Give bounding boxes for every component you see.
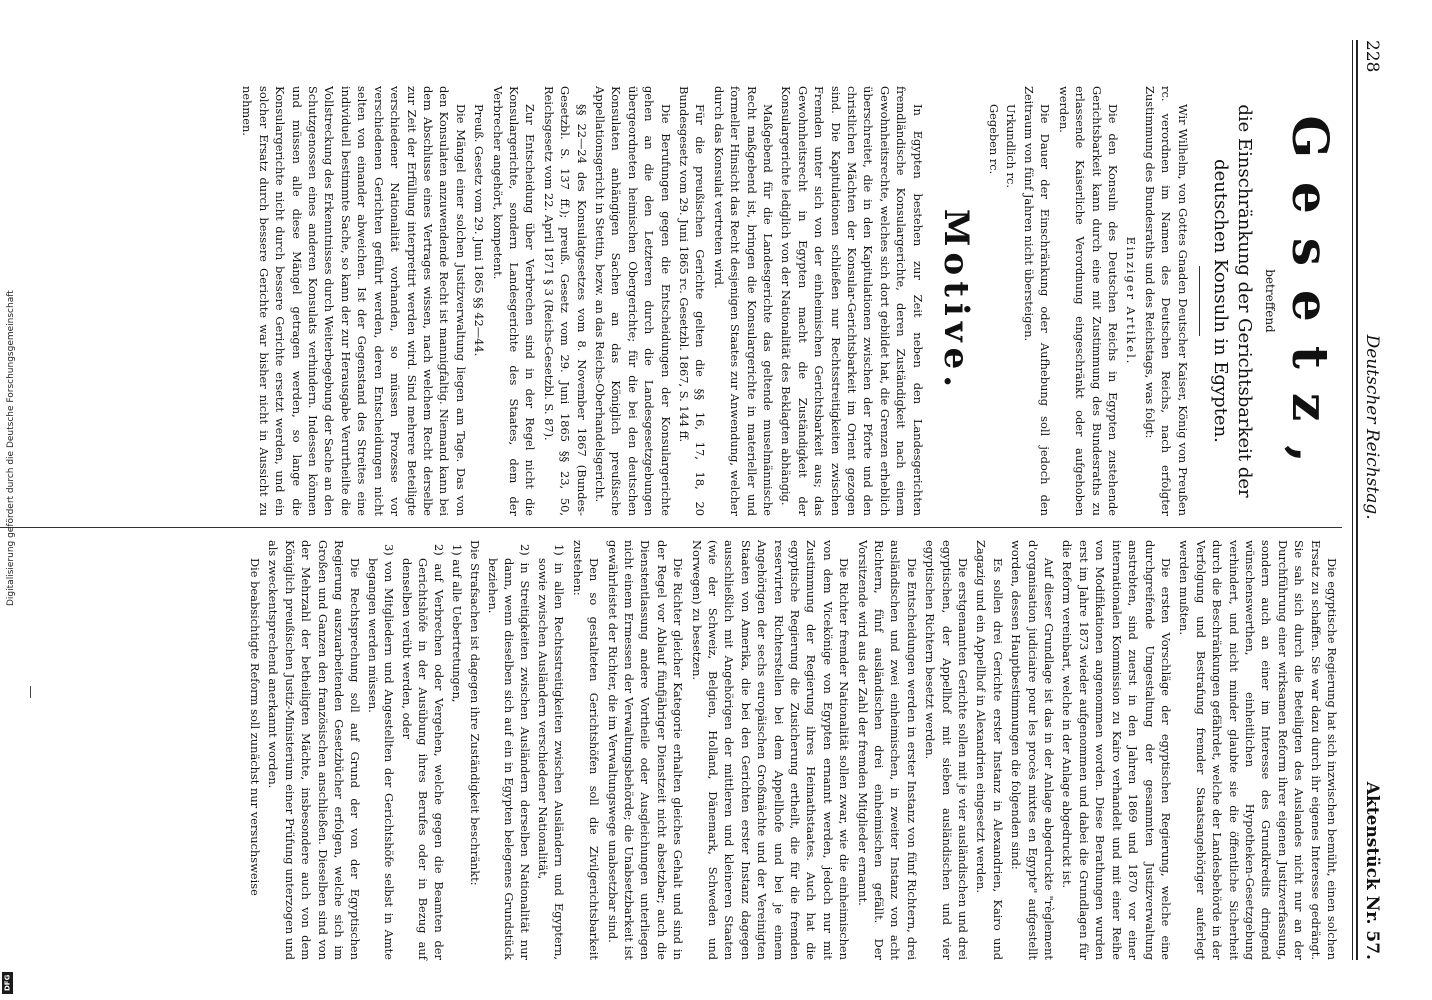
digitization-note: Digitalisierung gefördert durch die Deutsche Forschungsgemeinschaft [6, 290, 16, 606]
page-number: 228 [1362, 40, 1382, 73]
motive-paragraph: Die erstgenannten Gerichte sollen mit je vier ausländischen und drei egyptischen, der Appellhof mit sieben ausländischen und vier egyptischen Richtern besetzt werden. [923, 540, 971, 960]
law-concerning: betreffend [1263, 269, 1277, 333]
criminal-intro: Die Strafsachen ist dagegen ihre Zuständigkeit beschränkt: [468, 540, 483, 886]
motive-paragraph: Den so gestalteten Gerichtshöfen soll die Zivilgerichtsbarkeit zustehen: [570, 540, 602, 960]
motive-paragraph: Die Richter gleicher Kategorie erhalten gleiches Gehalt und sind in der Regel vor Ablauf fünfjähriger Dienstzeit nicht absetzbar; auch die Dienstentlassung andere Vortheile oder Ausgleichungen unterliegen nicht einem Ermessen der Verwaltungsbehörde; die Unabsetzbarkeit ist gewährleistet der Richter, die im Verwaltungswege unabsetzbar sind. [605, 540, 686, 960]
motive-paragraph: Preuß. Gesetz vom 29. Juni 1865 §§ 42—44. [472, 104, 487, 357]
motive-paragraph: Auf dieser Grundlage ist das in der Anlage abgedruckte "règlement d'organisation judiciaire pour les procès mixtes en Egypte" aufgestellt worden, dessen Hauptbestimmungen die folgenden sind: [1009, 540, 1057, 960]
right-column [245, 540, 1340, 960]
header-rule-thin [1352, 40, 1353, 960]
title-rule [1199, 266, 1200, 336]
list-item: 1) in allen Rechtsstreitigkeiten zwischen Ausländern und Egyptern, sowie zwischen Ausländern verschiedener Nationalität, [535, 544, 567, 960]
motive-paragraph: Die ersten Vorschläge der egyptischen Regierung, welche eine durchgreifende Umgestaltung der gesammten Justizverwaltung anstrebten, sind zuerst in den Jahren 1869 und 1870 vor einer internationalen Kommission zu Kairo verhandelt und mit einer Reihe von Modifikationen angenommen worden. Diese Berathungen wurden erst im Jahre 1873 wieder aufgenommen und dabei die Grundlagen für die Reform vereinbart, welche in der Anlage abgedruckt ist. [1060, 540, 1173, 960]
list-item: 2) auf Verbrechen oder Vergehen, welche gegen die Beamten der Gerichtshöfe in der Ausübung ihres Berufes oder in Bezug auf denselben verübt werden, oder [399, 544, 447, 960]
motive-paragraph: Für die preußischen Gerichte gelten die §§ 16, 17, 18, 20 Bundesgesetz vom 29. Juni 1865 rc. Gesetzbl. 1867, S. 144 ff. [677, 86, 708, 516]
motive-paragraph: Zur Entscheidung über Verbrechen sind in der Regel nicht die Konsulargerichte, sondern Landesgerichte des Staates, dem der Verbrecher angehört, kompetent. [490, 86, 538, 516]
list-item: 1) auf alle Uebertretungen, [449, 544, 464, 703]
law-title: Gesetz, [1281, 115, 1340, 487]
dfg-logo: DFG [2, 972, 13, 994]
motive-title: Motive. [935, 208, 976, 394]
motive-paragraph: Die beabsichtigte Reform soll zunächst nur versuchsweise [248, 558, 262, 896]
article-paragraph-2: Die Dauer der Einschränkung oder Aufhebung soll jedoch den Zeitraum von fünf Jahren nicht übersteigen. [1021, 86, 1053, 516]
signature-line-1: Urkundlich rc. [1003, 104, 1018, 188]
article-heading: Einziger Artikel. [1124, 236, 1139, 366]
article-paragraph-1: Die den Konsuln des Deutschen Reichs in Egypten zustehende Gerichtsbarkeit kann durch eine mit Zustimmung des Bundesraths zu erlassende Kaiserliche Verordnung eingeschränkt oder aufgehoben werden. [1056, 86, 1120, 516]
motive-paragraph: Es sollen drei Gerichte erster Instanz in Alexandrien, Kairo und Zagazig und ein Appellhof in Alexandrien eingesetzt werden. [974, 540, 1005, 960]
motive-paragraph: Maßgebend für die Landesgerichte das geltende muselmännische Recht maßgebend ist, bringen die Konsulargerichte in materieller und formeller Hinsicht das Recht desjenigen Staates zur Anwendung, welcher durch das Konsulat vertreten wird. [711, 86, 776, 516]
motive-paragraph: Die Entscheidungen werden in erster Instanz von fünf Richtern, drei ausländischen und zwei einheimischen, in zweiter Instanz von acht Richtern, fünf ausländischen drei einheimischen gefällt. Der Vorsitzende wird aus der Zahl der fremden Mitglieder ernannt. [855, 540, 919, 960]
motive-paragraph: Die Rechtsprechung soll auf Grund der von der Egyptischen Regierung auszuarbeitenden Gesetzbücher erfolgen, welche sich im Großen und Ganzen den französischen anschließen. Dieselben sind von der Mehrzahl der betheiligten Mächte, insbesondere auch von dem Königlich preußischen Justiz-Ministerium einer Prüfung unterzogen und als zweckentsprechend anerkannt worden. [266, 540, 363, 960]
digitization-footer [0, 0, 16, 1000]
motive-paragraph: In Egypten bestehen zur Zeit neben den Landesgerichten fremdländische Konsulargerichte, deren Zuständigkeit nach einem Gewohnheitsrechte, welches sich dort gebildet hat, die Grenzen erheblich überschreitet, die in den Kapitulationen zwischen der Pforte und den christlichen Mächten der Konsular-Gerichtsbarkeit im Orient gezogen sind. Die Kapitulationen schließen nur Rechtsstreitigkeiten zwischen Fremden unter sich von der einheimischen Gerichtsbarkeit aus; das Gewohnheitsrecht in Egypten macht die Zuständigkeit der Konsulargerichte lediglich von der Nationalität des Beklagten abhängig. [779, 86, 925, 516]
scan-mark [30, 686, 31, 698]
list-item: 2) in Streitigkeiten zwischen Ausländern derselben Nationalität nur dann, wenn dieselben sich auf ein in Egypten belegenes Grundstück beziehen. [485, 544, 533, 960]
header-rule [1356, 40, 1358, 960]
motive-paragraph: Die Mängel einer solchen Justizverwaltung liegen am Tage. Das von den Konsulaten anzuwendende Recht ist mannigfaltig. Niemand kann bei dem Abschlusse eines Vertrages wissen, nach welchem Recht derselbe zur Zeit der Erfüllung interpretirt werden wird. Sind mehrere Beteiligte verschiedener Nationalität vorhanden, so müssen Prozesse vor verschiedenen Gerichten geführt werden, deren Entscheidungen nicht selten von einander abweichen. Ist der Gegenstand des Streites eine individuell bestimmte Sache, so kann der zur Herausgabe Verurtheilte die Vollstreckung des Erkenntnisses durch Weiterbegebung der Sache an den Schutzgenossen eines anderen Konsulats verhindern. Indessen können und müssen alle diese Mängel getragen werden, so lange die Konsulargerichte nicht durch bessere Gerichte ersetzt werden, und ein solcher Ersatz durch bessere Gerichte war bisher nicht in Aussicht zu nehmen. [240, 86, 468, 516]
signature-line-2: Gegeben rc. [987, 104, 1002, 175]
page-header [1362, 40, 1392, 960]
motive-paragraph: Die Richter fremder Nationalität sollen zwar, wie die einheimischen von dem Vicekönige von Egypten ernannt werden, jedoch nur mit Zustimmung der Regierung ihres Heimathstaates. Auch hat die egyptische Regierung die Zusicherung ertheilt, die für die fremden reservirten Richterstellen bei dem Appellhofe und bei je einem Angehörigen der sechs europäischen Großmächte und der Vereinigten Staaten von Amerika, die bei den Gerichten erster Instanz dagegen ausschließlich mit Angehörigen der mittleren und kleineren Staaten (wie der Schweiz, Belgien, Holland, Dänemark, Schweden und Norwegen) zu besetzen. [689, 540, 852, 960]
left-column [237, 86, 1340, 516]
law-subject: die Einschränkung der Gerichtsbarkeit der deutschen Konsuln in Egypten. [1209, 104, 1255, 498]
column-divider [0, 527, 1342, 528]
motive-paragraph: Die Berufungen gegen die Entscheidungen der Konsulargerichte gehen an die den Letzteren durch die Landesgesetzgebungen übergeordneten heimischen Obergerichte; für die bei den deutschen Konsulaten anhängigen Sachen an das Königlich preußische Appellationsgericht in Stettin, bezw. an das Reichs-Oberhandelsgericht. [593, 86, 673, 516]
list-item: 3) von Mitgliedern und Angestellten der Gerichtshöfe selbst in Amte begangen werden müssen. [365, 544, 397, 960]
motive-paragraph: §§ 22—24 des Konsulatgesetzes vom 8. November 1867 (Bundes-Gesetzbl. S. 137 ff.); preuß. Gesetz vom 29. Juni 1865 §§ 23, 50, Reichsgesetz vom 22. April 1871 § 3 (Reichs-Gesetzbl. S. 87). [541, 86, 589, 516]
motive-paragraph: Die egyptische Regierung hat sich inzwischen bemüht, einen solchen Ersatz zu schaffen. Sie war dazu durch ihr eigenes Interesse gedrängt. Sie sah sich durch die Beteiligten des Auslandes nicht nur an der Durchführung einer wirksamen Reform ihrer eigenen Justizverfassung, sondern auch an einer im Interesse des Grundkredits dringend wünschenswerthen, einheitlichen Hypotheken-Gesetzgebung verhindert, und nicht minder glaubte sie die öffentliche Sicherheit durch die Beschränkungen gefährdet, welche der Landesbehörde in der Verfolgung und Bestrafung fremder Staatsangehöriger auferlegt werden mußten. [1177, 540, 1339, 960]
publication-title: Deutscher Reichstag. [1362, 334, 1382, 520]
attachment-number: Aktenstück Nr. 57. [1362, 781, 1382, 960]
law-preamble: Wir Wilhelm, von Gottes Gnaden Deutscher Kaiser, König von Preußen rc. verordnen im Namen des Deutschen Reichs, nach erfolgter Zustimmung des Bundesraths und des Reichstags, was folgt: [1142, 86, 1190, 516]
